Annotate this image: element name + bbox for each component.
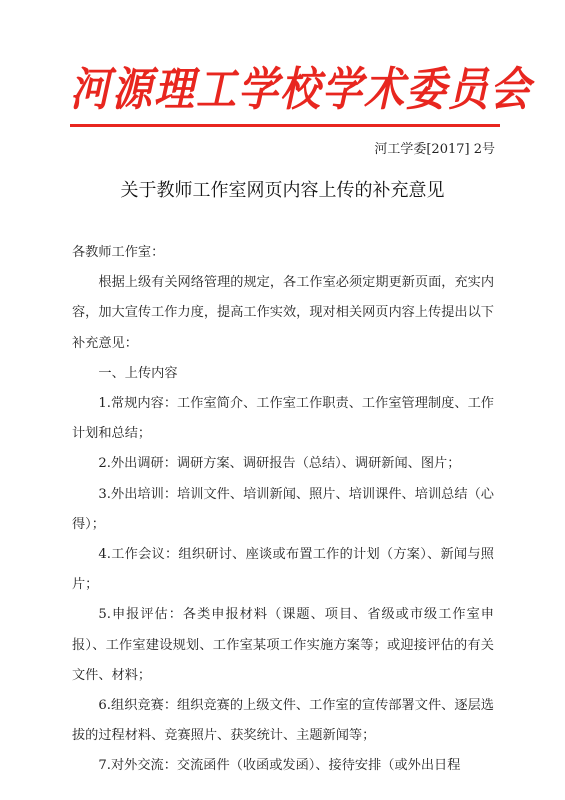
salutation: 各教师工作室： [72, 245, 165, 260]
list-item-external-research: 2.外出调研：调研方案、调研报告（总结）、调研新闻、图片； [98, 456, 461, 472]
organization-letterhead: 河源理工学校学术委员会 [70, 62, 532, 117]
section-heading-upload-content: 一、上传内容 [98, 365, 178, 381]
letterhead-divider-line [70, 124, 500, 127]
list-item-work-meetings: 4.工作会议：组织研讨、座谈或布置工作的计划（方案）、新闻与照片； [72, 547, 494, 593]
document-number: 河工学委[2017] 2号 [374, 142, 495, 157]
document-title: 关于教师工作室网页内容上传的补充意见 [120, 180, 445, 201]
paragraph-intro: 根据上级有关网络管理的规定，各工作室必须定期更新页面，充实内容，加大宣传工作力度，提高工作实效，现对相关网页内容上传提出以下补充意见： [72, 275, 495, 351]
list-item-competitions: 6.组织竞赛：组织竞赛的上级文件、工作室的宣传部署文件、逐层选拔的过程材料、竞赛照片、获奖统计、主题新闻等； [72, 698, 494, 744]
list-item-application-evaluation: 5.申报评估：各类申报材料（课题、项目、省级或市级工作室申报）、工作室建设规划、工作室某项工作实施方案等；或迎接评估的有关文件、材料； [72, 607, 494, 683]
list-item-routine-content: 1.常规内容：工作室简介、工作室工作职责、工作室管理制度、工作计划和总结； [72, 396, 494, 442]
list-item-external-exchange: 7.对外交流：交流函件（收函或发函）、接待安排（或外出日程 [98, 758, 461, 774]
list-item-external-training: 3.外出培训：培训文件、培训新闻、照片、培训课件、培训总结（心得）； [72, 486, 494, 532]
document-body [72, 238, 494, 782]
